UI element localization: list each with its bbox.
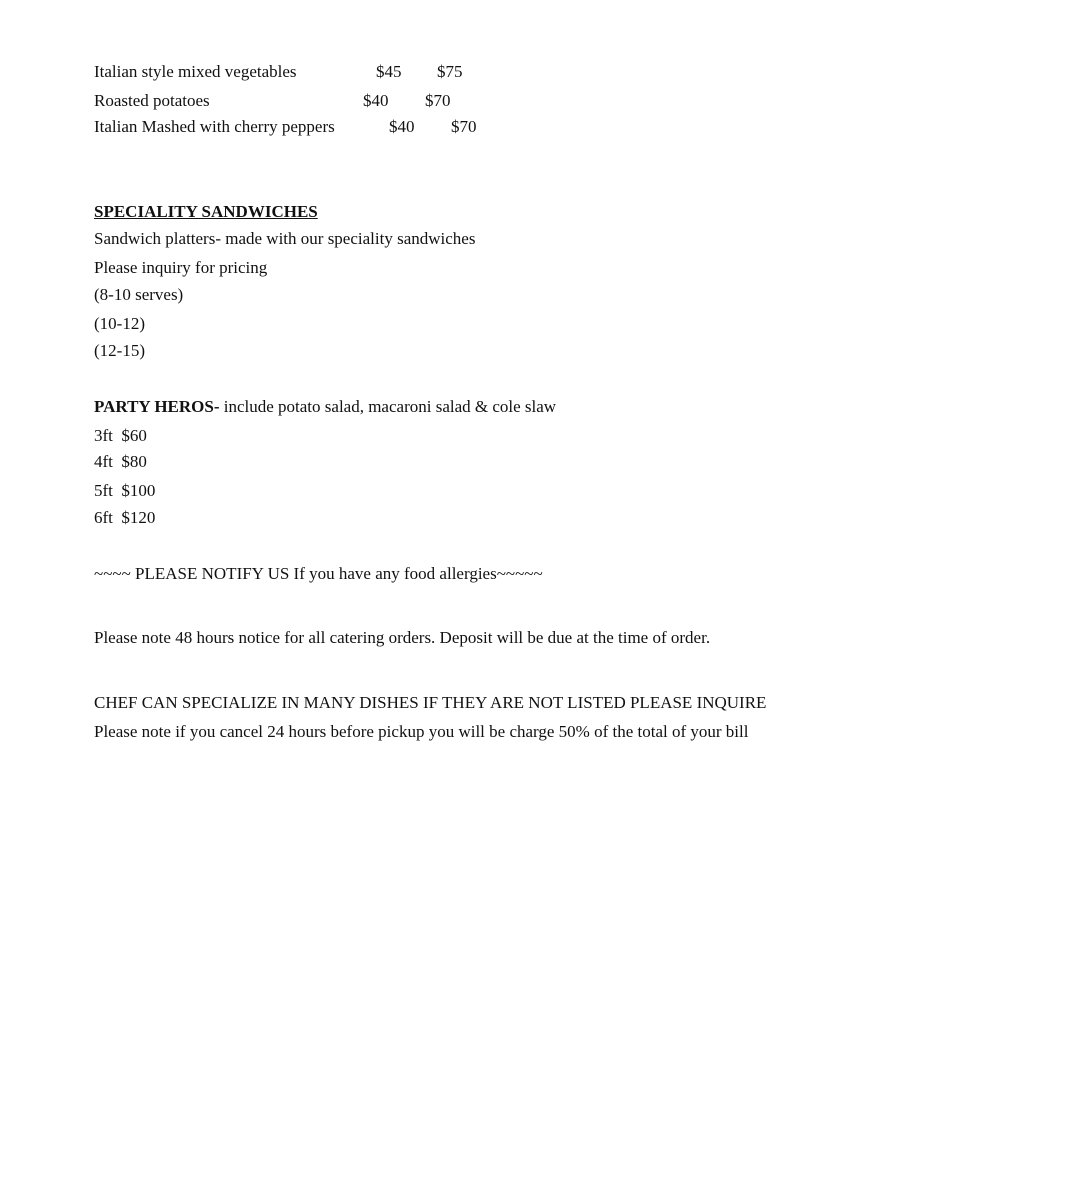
chef-notice: CHEF CAN SPECIALIZE IN MANY DISHES IF THEY ARE NOT LISTED PLEASE INQUIRE <box>94 693 767 712</box>
catering-notice: Please note 48 hours notice for all catering orders. Deposit will be due at the time of order. <box>94 628 711 647</box>
hero-price: $60 <box>121 426 147 445</box>
side-item-name: Roasted potatoes <box>94 91 210 110</box>
sandwich-size: (10-12) <box>94 314 145 333</box>
side-item-full-price: $75 <box>437 62 463 81</box>
hero-size: 5ft <box>94 481 113 500</box>
side-item-full-price: $70 <box>425 91 451 110</box>
section-heading-sandwiches: SPECIALITY SANDWICHES <box>94 202 318 221</box>
hero-size: 6ft <box>94 508 113 527</box>
heros-description: include potato salad, macaroni salad & cole slaw <box>219 397 557 416</box>
sandwich-size: (8-10 serves) <box>94 285 184 304</box>
hero-size: 3ft <box>94 426 113 445</box>
side-item-name: Italian Mashed with cherry peppers <box>94 117 335 136</box>
hero-size-row <box>94 426 147 446</box>
side-item-name: Italian style mixed vegetables <box>94 62 297 81</box>
hero-price: $80 <box>121 452 147 471</box>
side-item-half-price: $45 <box>376 62 402 81</box>
hero-price: $120 <box>121 508 156 527</box>
side-item-half-price: $40 <box>363 91 389 110</box>
hero-size: 4ft <box>94 452 113 471</box>
hero-size-row <box>94 452 147 472</box>
allergy-notice: ~~~~ PLEASE NOTIFY US If you have any food allergies~~~~~ <box>94 564 543 583</box>
hero-size-row <box>94 481 155 501</box>
side-item-full-price: $70 <box>451 117 477 136</box>
sandwiches-description: Sandwich platters- made with our speciality sandwiches <box>94 229 476 248</box>
hero-price: $100 <box>121 481 156 500</box>
hero-size-row <box>94 508 155 528</box>
cancellation-notice: Please note if you cancel 24 hours before pickup you will be charge 50% of the total of your bill <box>94 722 749 741</box>
sandwiches-pricing-note: Please inquiry for pricing <box>94 258 268 277</box>
heros-header <box>94 397 556 417</box>
side-item-half-price: $40 <box>389 117 415 136</box>
section-heading-heros: PARTY HEROS- <box>94 397 220 416</box>
sandwich-size: (12-15) <box>94 341 145 360</box>
